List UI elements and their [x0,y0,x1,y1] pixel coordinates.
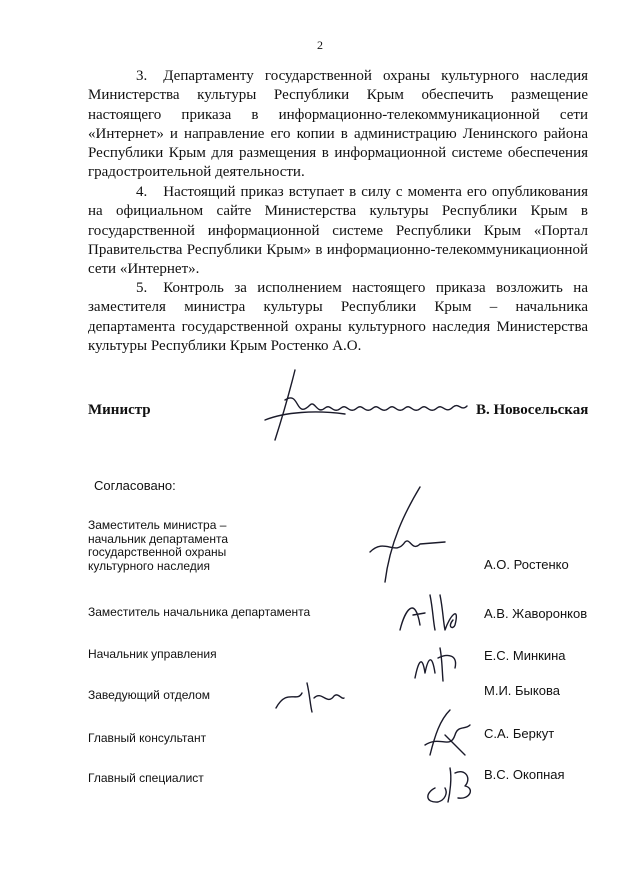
paragraph-5 [88,279,588,356]
signature [350,482,460,592]
paragraph-text: Контроль за исполнением настоящего приказа возложить на заместителя министра культуры Республики Крым – начальника департамента государственной охраны культурного наследия Министерства культуры Республики Крым Ростенко А.О. [88,280,588,354]
paragraph-number: 4. [136,184,148,200]
signature [395,585,470,635]
paragraph-number: 3. [136,68,148,84]
paragraph-number: 5. [136,280,148,296]
signature [410,643,470,683]
paragraph-text: Настоящий приказ вступает в силу с момента его опубликования на официальном сайте Министерства культуры Республики Крым в государственной информационной системе Республики Крым «Портал Правительства Республики Крым» в информационно-телекоммуникационной сети «Интернет». [88,184,588,278]
paragraph-4 [88,183,588,279]
minister-signature [255,360,485,450]
paragraph-3 [88,67,588,183]
approval-name: В.С. Окопная [484,767,565,782]
signature [420,758,480,806]
signature [272,678,347,716]
approval-role: Заместитель начальника департамента [88,605,311,619]
approval-label: Согласовано: [94,478,176,493]
approval-name: С.А. Беркут [484,726,555,741]
approval-role: Заместитель министра – начальник департамента государственной охраны культурного наследия [88,518,229,573]
approval-name: А.О. Ростенко [484,557,569,572]
paragraph-text: Департаменту государственной охраны культурного наследия Министерства культуры Республики Крым обеспечить размещение настоящего приказа в информационно-телекоммуникационной сети «Интернет» и направление его копии в администрацию Ленинского района Республики Крым для размещения в информационной системе обеспечения градостроительной деятельности. [88,68,588,181]
approval-name: М.И. Быкова [484,683,560,698]
approval-name: Е.С. Минкина [484,648,566,663]
signature [420,705,475,760]
approval-name: А.В. Жаворонков [484,606,588,621]
minister-title: Министр [88,402,151,418]
page-number: 2 [317,38,323,52]
approval-role: Главный консультант [88,731,207,745]
approval-role: Заведующий отделом [88,688,211,702]
approval-role: Начальник управления [88,647,217,661]
approval-role: Главный специалист [88,771,204,785]
minister-name: В. Новосельская [476,402,589,418]
